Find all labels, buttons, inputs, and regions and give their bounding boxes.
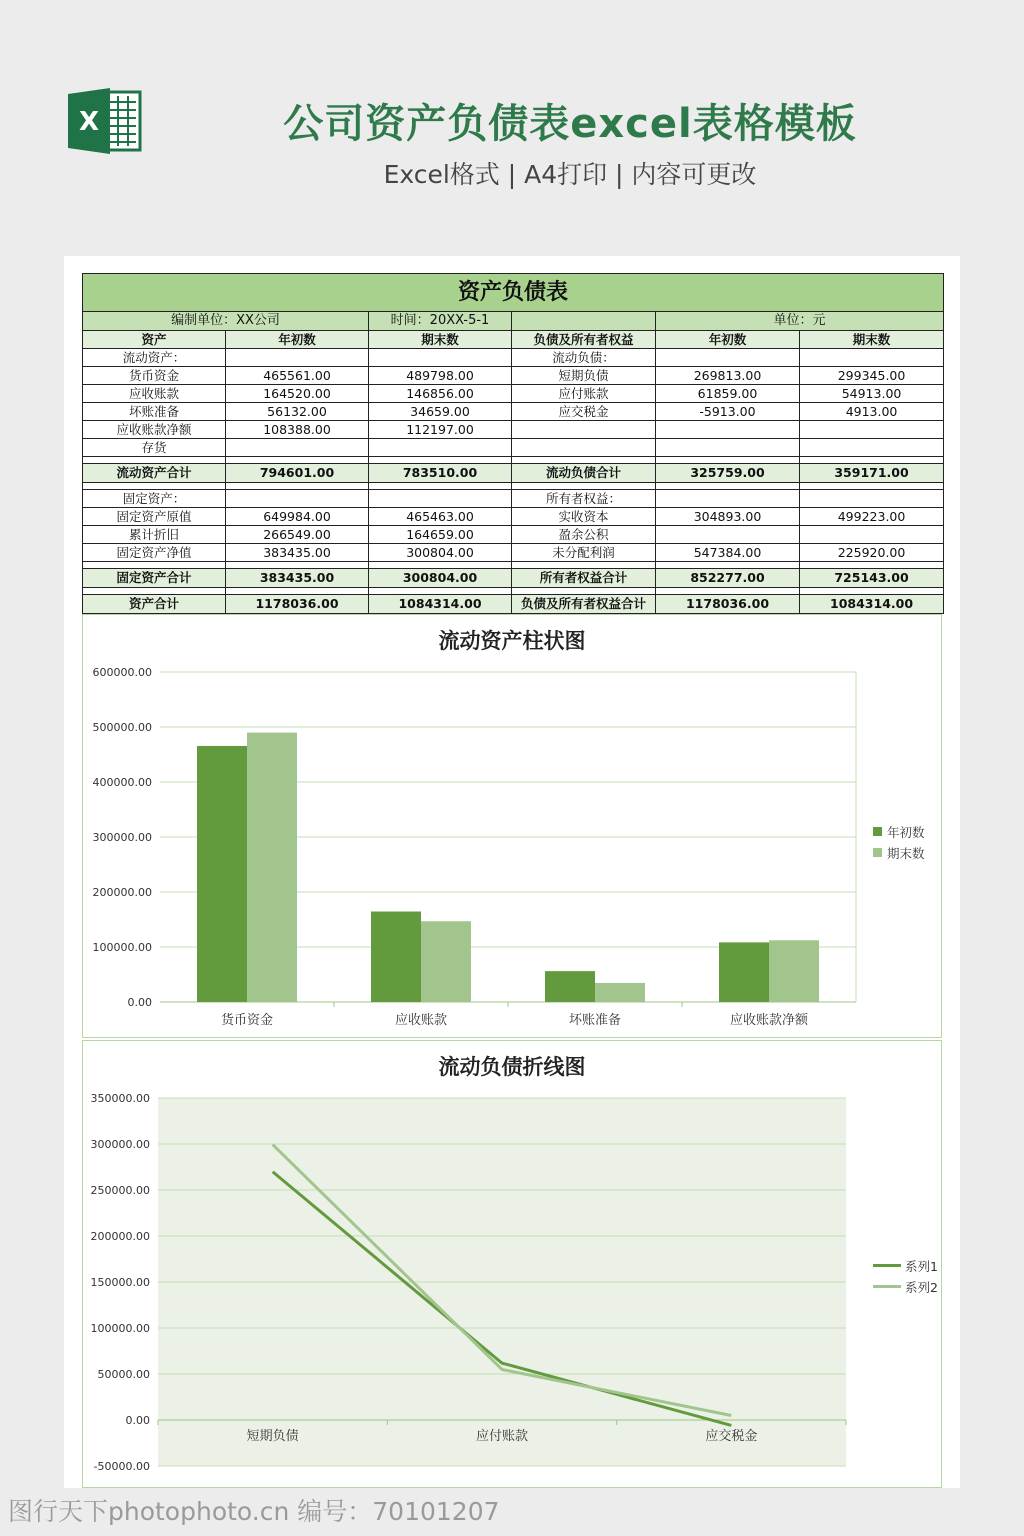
y-tick-label: 0.00 (125, 1414, 150, 1427)
table-cell[interactable]: 146856.00 (369, 385, 512, 403)
bar (769, 940, 819, 1002)
table-cell[interactable]: 34659.00 (369, 403, 512, 421)
x-tick-label: 坏账准备 (568, 1013, 622, 1028)
legend-swatch (873, 1285, 901, 1288)
table-cell[interactable] (800, 457, 944, 464)
column-header[interactable]: 资产 (83, 331, 226, 349)
table-cell[interactable] (83, 588, 226, 595)
table-cell[interactable] (226, 483, 369, 490)
total-row (83, 464, 944, 483)
y-tick-label: 0.00 (127, 996, 152, 1009)
x-tick-label: 应付账款 (475, 1429, 529, 1444)
x-tick-label: 货币资金 (220, 1013, 274, 1028)
table-cell[interactable] (226, 490, 369, 508)
bar (545, 971, 595, 1002)
table-cell[interactable]: 783510.00 (369, 464, 512, 483)
table-cell[interactable]: 货币资金 (83, 367, 226, 385)
date-label[interactable]: 时间：20XX-5-1 (369, 312, 512, 331)
table-cell[interactable]: 资产合计 (83, 595, 226, 614)
table-row (83, 421, 944, 439)
bar (421, 921, 471, 1002)
current-assets-bar-chart[interactable] (82, 614, 942, 1038)
table-cell[interactable] (369, 490, 512, 508)
y-tick-label: 300000.00 (92, 831, 152, 844)
table-cell[interactable]: 累计折旧 (83, 526, 226, 544)
table-cell[interactable]: 225920.00 (800, 544, 944, 562)
table-cell[interactable] (369, 439, 512, 457)
column-header[interactable]: 负债及所有者权益 (512, 331, 656, 349)
table-cell[interactable]: 未分配利润 (512, 544, 656, 562)
table-cell[interactable]: 325759.00 (656, 464, 800, 483)
bar (371, 912, 421, 1002)
y-tick-label: 400000.00 (92, 776, 152, 789)
legend-item (873, 1255, 938, 1276)
table-cell[interactable]: -5913.00 (656, 403, 800, 421)
legend-swatch (873, 827, 882, 836)
y-tick-label: 50000.00 (97, 1368, 150, 1381)
spreadsheet-page (64, 256, 960, 1488)
chart-title: 流动资产柱状图 (438, 629, 586, 653)
table-cell[interactable] (656, 421, 800, 439)
table-cell[interactable]: 固定资产合计 (83, 569, 226, 588)
legend-label: 系列2 (905, 1279, 938, 1295)
y-tick-label: -50000.00 (93, 1460, 150, 1473)
table-cell[interactable]: 108388.00 (226, 421, 369, 439)
table-cell[interactable]: 应收账款 (83, 385, 226, 403)
table-cell[interactable]: 短期负债 (512, 367, 656, 385)
table-cell[interactable] (226, 439, 369, 457)
table-cell[interactable] (83, 483, 226, 490)
y-tick-label: 300000.00 (90, 1138, 150, 1151)
x-tick-label: 应收账款净额 (729, 1013, 809, 1028)
table-cell[interactable] (656, 457, 800, 464)
watermark: 图行天下photophoto.cn 编号：70101207 (8, 1497, 500, 1526)
table-cell[interactable] (512, 421, 656, 439)
x-tick-label: 短期负债 (246, 1429, 299, 1444)
table-cell[interactable]: 负债及所有者权益合计 (512, 595, 656, 614)
table-cell[interactable]: 流动负债合计 (512, 464, 656, 483)
table-cell[interactable]: 应付账款 (512, 385, 656, 403)
bar-chart-plot (83, 615, 943, 1039)
table-cell[interactable]: 应收账款净额 (83, 421, 226, 439)
legend-label: 期末数 (887, 845, 925, 861)
table-cell[interactable] (656, 349, 800, 367)
table-cell[interactable]: 299345.00 (800, 367, 944, 385)
table-cell[interactable]: 54913.00 (800, 385, 944, 403)
spacer-row (83, 483, 944, 490)
table-cell[interactable] (800, 490, 944, 508)
table-cell[interactable] (800, 562, 944, 569)
table-cell[interactable] (800, 349, 944, 367)
bar-chart-legend (873, 821, 925, 863)
table-row (83, 490, 944, 508)
legend-item (873, 842, 925, 863)
table-cell[interactable] (226, 562, 369, 569)
table-cell[interactable]: 流动资产合计 (83, 464, 226, 483)
table-cell[interactable]: 固定资产净值 (83, 544, 226, 562)
legend-swatch (873, 1264, 901, 1267)
table-cell[interactable]: 465463.00 (369, 508, 512, 526)
info-blank-cell[interactable] (512, 312, 656, 331)
table-cell[interactable]: 所有者权益： (512, 490, 656, 508)
table-row (83, 367, 944, 385)
total-row (83, 595, 944, 614)
table-cell[interactable]: 流动负债： (512, 349, 656, 367)
table-cell[interactable]: 1178036.00 (226, 595, 369, 614)
table-cell[interactable]: 499223.00 (800, 508, 944, 526)
table-row (83, 439, 944, 457)
table-cell[interactable]: 300804.00 (369, 569, 512, 588)
table-cell[interactable]: 383435.00 (226, 544, 369, 562)
table-cell[interactable] (83, 562, 226, 569)
table-cell[interactable] (800, 526, 944, 544)
table-cell[interactable] (512, 439, 656, 457)
column-header[interactable]: 年初数 (226, 331, 369, 349)
table-cell[interactable] (800, 483, 944, 490)
table-cell[interactable] (369, 562, 512, 569)
table-cell[interactable]: 465561.00 (226, 367, 369, 385)
table-cell[interactable]: 269813.00 (656, 367, 800, 385)
table-cell[interactable]: 649984.00 (226, 508, 369, 526)
table-cell[interactable]: 547384.00 (656, 544, 800, 562)
table-row (83, 403, 944, 421)
table-row (83, 526, 944, 544)
legend-item (873, 1276, 938, 1297)
company-label[interactable]: 编制单位：XX公司 (83, 312, 369, 331)
table-cell[interactable]: 1178036.00 (656, 595, 800, 614)
table-cell[interactable]: 56132.00 (226, 403, 369, 421)
table-cell[interactable] (800, 439, 944, 457)
table-cell[interactable] (656, 526, 800, 544)
table-cell[interactable]: 112197.00 (369, 421, 512, 439)
table-cell[interactable] (656, 588, 800, 595)
table-cell[interactable]: 794601.00 (226, 464, 369, 483)
page-subtitle: Excel格式 | A4打印 | 内容可更改 (383, 160, 757, 189)
x-tick-label: 应交税金 (705, 1429, 758, 1444)
spacer-row (83, 588, 944, 595)
table-row (83, 508, 944, 526)
bar (719, 942, 769, 1002)
table-cell[interactable]: 383435.00 (226, 569, 369, 588)
table-cell[interactable]: 实收资本 (512, 508, 656, 526)
table-cell[interactable]: 4913.00 (800, 403, 944, 421)
bar (595, 983, 645, 1002)
table-cell[interactable] (512, 483, 656, 490)
table-cell[interactable]: 359171.00 (800, 464, 944, 483)
column-header[interactable]: 期末数 (800, 331, 944, 349)
chart-title: 流动负债折线图 (438, 1055, 586, 1079)
column-header[interactable]: 年初数 (656, 331, 800, 349)
spacer-row (83, 562, 944, 569)
line-chart-plot (83, 1041, 943, 1488)
table-cell[interactable] (656, 490, 800, 508)
table-cell[interactable]: 61859.00 (656, 385, 800, 403)
legend-label: 系列1 (905, 1258, 938, 1274)
table-cell[interactable] (512, 457, 656, 464)
y-tick-label: 250000.00 (90, 1184, 150, 1197)
table-cell[interactable] (369, 588, 512, 595)
y-tick-label: 200000.00 (90, 1230, 150, 1243)
table-cell[interactable] (656, 483, 800, 490)
table-cell[interactable] (800, 588, 944, 595)
table-cell[interactable] (226, 457, 369, 464)
currency-unit-label[interactable]: 单位：元 (656, 312, 944, 331)
table-cell[interactable]: 流动资产： (83, 349, 226, 367)
legend-swatch (873, 848, 882, 857)
balance-sheet-table (82, 273, 944, 614)
table-cell[interactable] (656, 439, 800, 457)
y-tick-label: 500000.00 (92, 721, 152, 734)
table-cell[interactable]: 852277.00 (656, 569, 800, 588)
table-cell[interactable]: 固定资产： (83, 490, 226, 508)
current-liabilities-line-chart[interactable] (82, 1040, 942, 1488)
bar (247, 733, 297, 1002)
table-cell[interactable] (369, 349, 512, 367)
table-cell[interactable]: 固定资产原值 (83, 508, 226, 526)
table-cell[interactable]: 725143.00 (800, 569, 944, 588)
table-cell[interactable] (83, 457, 226, 464)
table-cell[interactable]: 164659.00 (369, 526, 512, 544)
table-cell[interactable]: 坏账准备 (83, 403, 226, 421)
excel-icon (66, 86, 142, 156)
table-cell[interactable] (512, 588, 656, 595)
table-cell[interactable]: 1084314.00 (369, 595, 512, 614)
y-tick-label: 350000.00 (90, 1092, 150, 1105)
bar (197, 746, 247, 1002)
legend-item (873, 821, 925, 842)
table-cell[interactable] (656, 562, 800, 569)
table-cell[interactable] (800, 421, 944, 439)
table-cell[interactable] (512, 562, 656, 569)
table-row (83, 349, 944, 367)
y-tick-label: 600000.00 (92, 666, 152, 679)
x-tick-label: 应收账款 (394, 1013, 448, 1028)
table-cell[interactable]: 164520.00 (226, 385, 369, 403)
y-tick-label: 150000.00 (90, 1276, 150, 1289)
page-title: 公司资产负债表excel表格模板 (283, 101, 857, 147)
table-cell[interactable]: 盈余公积 (512, 526, 656, 544)
total-row (83, 569, 944, 588)
excel-logo-letter: X (78, 107, 100, 137)
line-chart-legend (873, 1255, 938, 1297)
table-cell[interactable]: 489798.00 (369, 367, 512, 385)
column-header-row (83, 331, 944, 349)
column-header[interactable]: 期末数 (369, 331, 512, 349)
table-cell[interactable]: 应交税金 (512, 403, 656, 421)
table-cell[interactable] (226, 349, 369, 367)
sheet-title: 资产负债表 (83, 274, 944, 312)
table-cell[interactable] (226, 588, 369, 595)
table-row (83, 385, 944, 403)
table-cell[interactable]: 304893.00 (656, 508, 800, 526)
table-cell[interactable]: 存货 (83, 439, 226, 457)
table-cell[interactable]: 300804.00 (369, 544, 512, 562)
table-cell[interactable]: 266549.00 (226, 526, 369, 544)
y-tick-label: 100000.00 (90, 1322, 150, 1335)
legend-label: 年初数 (887, 824, 925, 840)
spacer-row (83, 457, 944, 464)
y-tick-label: 100000.00 (92, 941, 152, 954)
balance-sheet (82, 273, 943, 614)
table-cell[interactable]: 1084314.00 (800, 595, 944, 614)
table-cell[interactable] (369, 483, 512, 490)
table-cell[interactable]: 所有者权益合计 (512, 569, 656, 588)
y-tick-label: 200000.00 (92, 886, 152, 899)
table-cell[interactable] (369, 457, 512, 464)
table-row (83, 544, 944, 562)
